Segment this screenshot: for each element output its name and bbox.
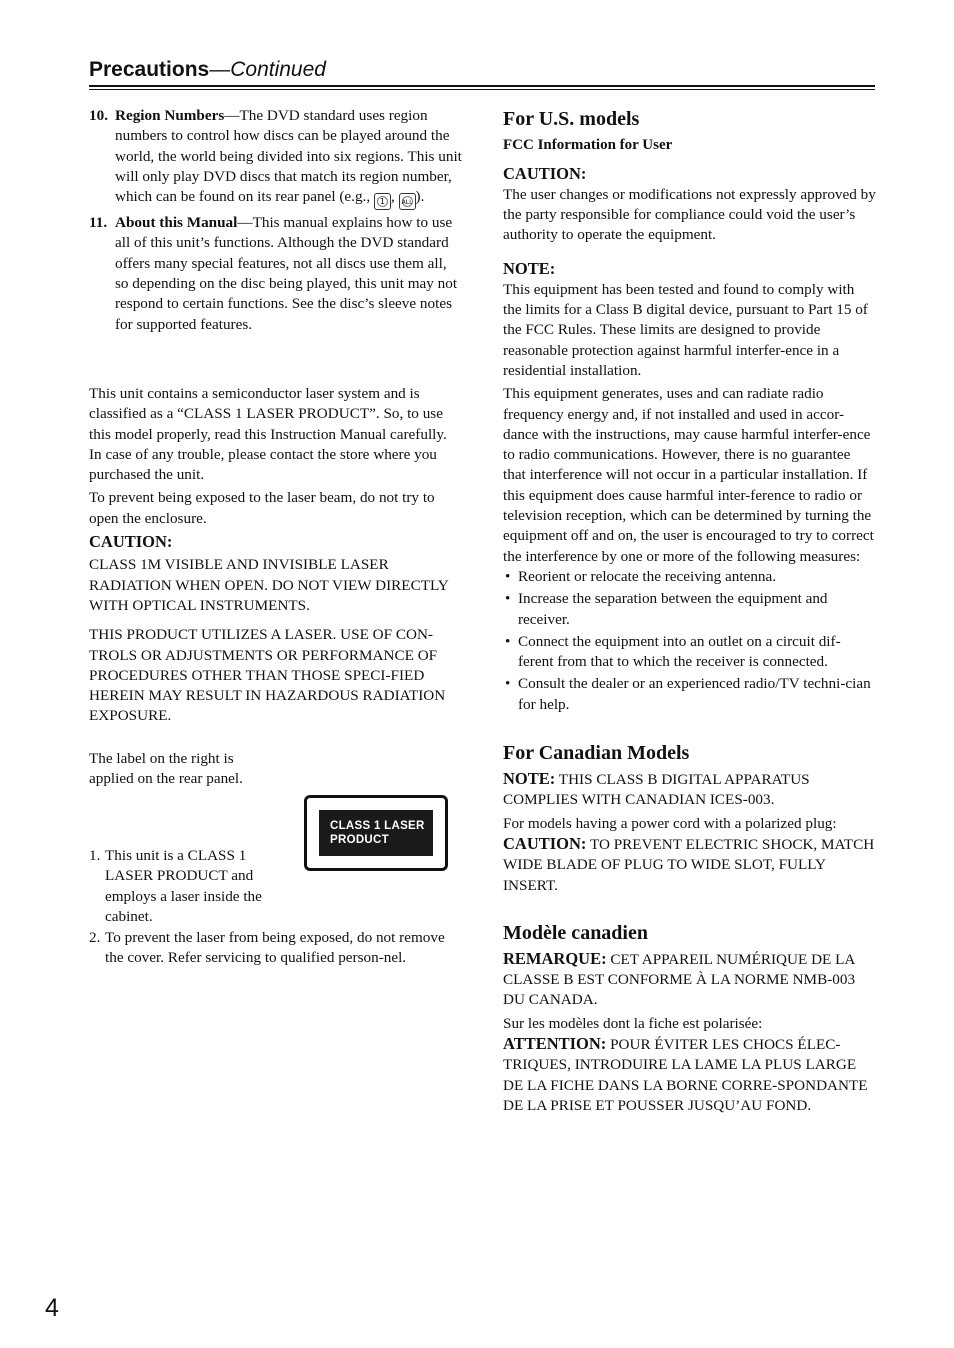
french-attention: ATTENTION: POUR ÉVITER LES CHOCS ÉLEC-TRIQUES, INTRODUIRE LA LAME LA PLUS LARGE DE LA FICHE DANS LA BORNE CORRE-SPONDANTE DE LA PRISE ET POUSSER JUSQU’AU FOND.	[503, 1033, 868, 1114]
region-1-icon: 1	[374, 193, 391, 210]
item-number: 11.	[89, 214, 108, 232]
modele-canadien-heading: Modèle canadien	[503, 921, 648, 944]
fcc-subheading: FCC Information for User	[503, 137, 673, 153]
laser-paragraph-2: To prevent being exposed to the laser beam, do not try to open the enclosure.	[89, 489, 435, 527]
item-number: 10.	[89, 107, 108, 124]
list-item: • Consult the dealer or an experienced radio/TV techni-cian for help.	[503, 674, 876, 715]
page-number: 4	[45, 1294, 59, 1322]
label-line-1: CLASS 1 LASER	[330, 820, 425, 832]
item-text: —This manual explains how to use all of this unit’s functions. Although the DVD standard offers many special features, not all discs use them all, so depending on the disc being played, this unit may not respond to certain functions. See the disc’s sleeve notes for supported features.	[115, 214, 458, 333]
item-text: —The DVD standard uses region numbers to control how discs can be played around the world, the world being divided into six regions. This unit will only play DVD discs that match its region number, which can be found on its rear panel (e.g.,	[115, 107, 462, 206]
us-caution-heading: CAUTION:	[503, 164, 587, 184]
list-item-about-manual	[89, 213, 462, 335]
canadian-note: NOTE: THIS CLASS B DIGITAL APPARATUS COMPLIES WITH CANADIAN ICES-003.	[503, 769, 810, 809]
right-column	[503, 106, 876, 1116]
canadian-caution: CAUTION: TO PREVENT ELECTRIC SHOCK, MATCH WIDE BLADE OF PLUG TO WIDE SLOT, FULLY INSERT.	[503, 833, 875, 894]
list-item: • Reorient or relocate the receiving antenna.	[503, 567, 876, 587]
label-line-2: PRODUCT	[330, 834, 389, 846]
note-paragraph-2: This equipment generates, uses and can radiate radio frequency energy and, if not installed and used in accor-dance with the instructions, may cause harmful interfer-ence to radio communications. However, there is no guarantee that interference will not occur in a particular installation. If this equipment does cause harmful inter-ference to radio or television reception, which can be determined by turning the equipment off and on, the user is encouraged to try to correct the interference by one or more of the following measures:	[503, 385, 874, 565]
canadian-models-heading: For Canadian Models	[503, 742, 690, 765]
us-caution-text: The user changes or modifications not expressly approved by the party responsible for compliance could void the user’s authority to operate the equipment.	[503, 185, 876, 244]
canadian-plug-text: For models having a power cord with a polarized plug:	[503, 814, 837, 832]
item-lead: About this Manual	[115, 214, 238, 232]
header-continued: —Continued	[209, 58, 326, 81]
french-remark: REMARQUE: CET APPAREIL NUMÉRIQUE DE LA CLASSE B EST CONFORME À LA NORME NMB-003 DU CANADA.	[503, 948, 856, 1009]
us-models-heading: For U.S. models	[503, 108, 640, 130]
caution-paragraph-1: CLASS 1M VISIBLE AND INVISIBLE LASER RADIATION WHEN OPEN. DO NOT VIEW DIRECTLY WITH OPTICAL INSTRUMENTS.	[89, 556, 449, 614]
list-item: • Increase the separation between the equipment and receiver.	[503, 589, 876, 630]
list-item: 1. This unit is a CLASS 1 LASER PRODUCT and employs a laser inside the cabinet.	[89, 846, 462, 927]
laser-notes-list	[89, 846, 462, 969]
item-lead: Region Numbers	[115, 107, 225, 124]
caution-paragraph-2: THIS PRODUCT UTILIZES A LASER. USE OF CON-TROLS OR ADJUSTMENTS OR PERFORMANCE OF PROCEDURES OTHER THAN THOSE SPECI-FIED HEREIN MAY RESULT IN HAZARDOUS RADIATION EXPOSURE.	[89, 626, 446, 725]
list-item-region-numbers: 10. Region Numbers—The DVD standard uses region numbers to control how discs can be played around the world, the world being divided into six regions. This unit will only play DVD discs that match its region number, which can be found on its rear panel (e.g., 1 , ALL ).	[89, 106, 462, 210]
list-item-text: This unit is a CLASS 1 LASER PRODUCT and employs a laser inside the cabinet.	[105, 847, 262, 925]
header-rule	[89, 85, 875, 90]
caution-heading: CAUTION:	[89, 532, 173, 552]
note-heading: NOTE:	[503, 259, 556, 279]
list-item: • Connect the equipment into an outlet on a circuit dif-ferent from that to which the receiver is connected.	[503, 632, 876, 673]
region-all-icon: ALL	[399, 193, 416, 210]
measures-list	[503, 567, 876, 715]
note-paragraph-1: This equipment has been tested and found to comply with the limits for a Class B digital device, pursuant to Part 15 of the FCC Rules. These limits are designed to provide reasonable protection against harmful interfer-ence in a residential installation.	[503, 280, 868, 379]
header-section-title: Precautions	[89, 58, 210, 81]
list-item-text: To prevent the laser from being exposed, do not remove the cover. Refer servicing to qualified person-nel.	[105, 929, 445, 967]
french-plug-text: Sur les modèles dont la fiche est polarisée:	[503, 1014, 763, 1032]
label-intro: The label on the right is applied on the rear panel.	[89, 749, 243, 788]
list-item: 2. To prevent the laser from being exposed, do not remove the cover. Refer servicing to qualified person-nel.	[89, 929, 445, 967]
laser-paragraph-1: This unit contains a semiconductor laser system and is classified as a “CLASS 1 LASER PRODUCT”. So, to use this model properly, read this Instruction Manual carefully. In case of any trouble, please contact the store where you purchased the unit.	[89, 384, 447, 484]
left-column	[89, 106, 462, 789]
page-header	[89, 57, 875, 83]
